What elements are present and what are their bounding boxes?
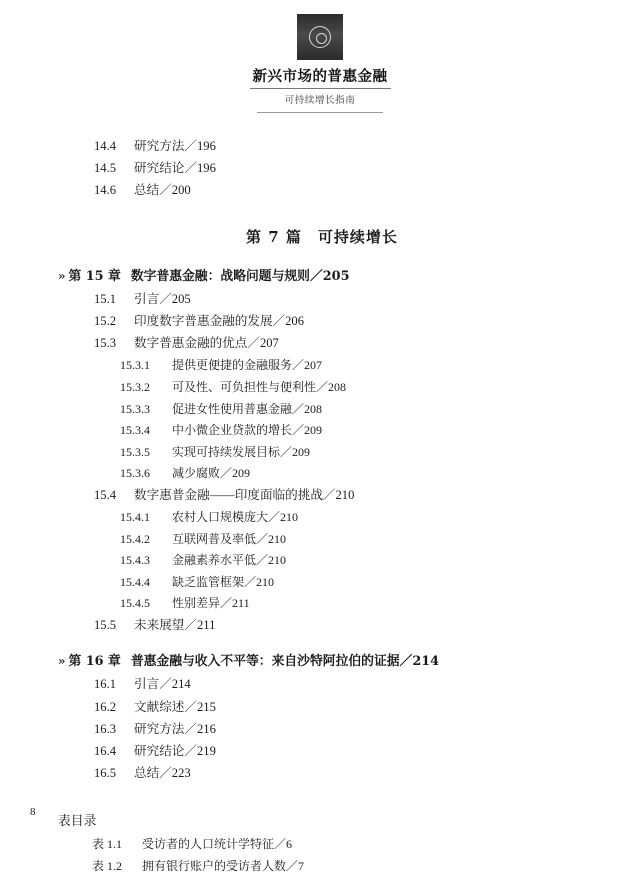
entry-page: 209 [304,423,323,438]
chapter-number: 第 15 章 [68,268,121,284]
entry-label: 文献综述 [134,699,185,714]
entry-number: 15.1 [94,291,117,306]
entry-page: 210 [280,510,299,525]
entry-page: 214 [171,677,191,692]
toc-entry[interactable] [120,511,568,524]
entry-label: 数字普惠金融的优点 [134,336,248,351]
entry-page: 206 [285,313,305,328]
entry-label: 可及性、可负担性与便利性 [172,379,317,394]
entry-number: 14.6 [94,183,117,198]
entry-page: 215 [196,699,216,714]
entry-number: 15.3.4 [120,423,150,438]
toc-entry[interactable] [120,381,568,394]
toc-entry[interactable] [120,403,568,416]
entry-separator: ／ [184,743,197,758]
entry-separator: ／ [274,837,287,852]
entry-label: 互联网普及率低 [172,531,257,546]
entry-label: 提供更便捷的金融服务 [172,358,293,373]
entry-label: 缺乏监管框架 [172,574,245,589]
toc-entry[interactable] [94,184,568,197]
entry-separator: ／ [256,531,269,546]
entry-label: 减少腐败 [172,466,221,481]
toc-entry[interactable] [94,678,568,691]
chapter-number: 第 16 章 [68,654,121,670]
entry-separator: ／ [184,139,197,153]
seal-emblem-icon [297,14,343,60]
entry-page: 200 [171,183,191,198]
entry-page: 211 [232,596,250,611]
entry-separator: ／ [247,336,260,351]
chapter-heading-15[interactable] [58,265,568,284]
entry-page: 205 [171,291,191,306]
entry-page: 211 [196,618,216,633]
toc-entry[interactable] [94,337,568,350]
entry-label: 数字惠普金融——印度面临的挑战 [134,487,323,502]
entry-label: 中小微企业贷款的增长 [172,423,293,438]
entry-separator: ／ [159,766,172,781]
page-header [0,0,640,113]
toc-entry[interactable] [94,701,568,714]
entry-number: 15.3.3 [120,401,150,416]
entry-label: 农村人口规模庞大 [172,510,269,525]
toc-entry[interactable] [120,576,568,589]
header-divider [257,112,383,113]
table-page: 6 [286,837,293,852]
chapter-page: 214 [412,654,440,670]
entry-label: 实现可持续发展目标 [172,444,281,459]
entry-number: 15.3.5 [120,444,150,459]
entry-label: 引言 [134,291,160,306]
entry-separator: ／ [220,466,233,481]
entry-number: 15.5 [94,618,117,633]
toc-entry[interactable] [120,446,568,459]
chapter-heading-16[interactable] [58,650,568,669]
entry-page: 210 [268,531,287,546]
book-title: 新兴市场的普惠金融 [250,65,391,89]
entry-page: 196 [196,161,216,176]
entry-number: 15.4.2 [120,531,150,546]
entry-number: 15.4.1 [120,510,150,525]
entry-label: 总结 [134,766,160,781]
entry-separator: ／ [292,423,305,438]
chapter-title: 普惠金融与收入不平等：来自沙特阿拉伯的证据 [130,654,400,670]
toc-entry[interactable] [120,424,568,437]
table-list-item[interactable] [92,860,568,873]
entry-label: 印度数字普惠金融的发展 [134,313,273,328]
page-number: 8 [30,806,36,818]
entry-page: 208 [328,379,347,394]
entry-separator: ／ [272,313,286,328]
chapter-title: 数字普惠金融：战略问题与规则 [130,268,310,284]
table-number: 表 1.2 [92,858,123,873]
entry-page: 196 [196,139,216,153]
toc-entry[interactable] [120,467,568,480]
entry-page: 223 [171,766,191,781]
entry-separator: ／ [159,183,172,198]
entry-page: 207 [304,358,323,373]
entry-separator: ／ [316,379,329,394]
part-heading: 第 7 篇 可持续增长 [246,227,398,246]
entry-page: 208 [304,401,323,416]
toc-entry[interactable] [94,140,568,153]
entry-label: 金融素养水平低 [172,553,257,568]
entry-separator: ／ [159,291,172,306]
entry-separator: ／ [184,721,197,736]
entry-number: 16.4 [94,743,117,758]
entry-label: 研究方法 [134,139,185,153]
entry-label: 引言 [134,677,160,692]
entry-number: 16.2 [94,699,117,714]
entry-label: 未来展望 [134,618,185,633]
entry-page: 207 [259,336,279,351]
entry-separator: ／ [159,677,172,692]
toc-entry[interactable] [94,315,568,328]
entry-page: 216 [196,721,216,736]
entry-separator: ／ [399,654,413,670]
entry-separator: ／ [309,268,323,284]
toc-entry[interactable] [94,162,568,175]
toc-entry[interactable] [94,745,568,758]
table-label: 拥有银行账户的受访者人数 [142,858,287,873]
toc-entry[interactable] [94,619,568,632]
book-subtitle: 可持续增长指南 [284,96,356,106]
toc-entry[interactable] [94,489,568,502]
entry-number: 15.4.3 [120,553,150,568]
toc-entry[interactable] [94,723,568,736]
entry-page: 209 [232,466,251,481]
entry-number: 15.2 [94,313,117,328]
entry-separator: ／ [292,358,305,373]
entry-number: 15.4.4 [120,574,150,589]
entry-page: 210 [256,574,275,589]
entry-number: 16.1 [94,677,117,692]
entry-label: 性别差异 [172,596,221,611]
entry-number: 15.3.1 [120,358,150,373]
entry-separator: ／ [184,161,197,176]
entry-separator: ／ [220,596,233,611]
toc-entry[interactable] [94,767,568,780]
entry-label: 研究方法 [134,721,185,736]
entry-number: 15.4 [94,487,117,502]
table-label: 受访者的人口统计学特征 [142,837,275,852]
table-page: 7 [298,858,305,873]
entry-number: 15.3.2 [120,379,150,394]
entry-separator: ／ [280,444,293,459]
entry-page: 210 [268,553,287,568]
entry-page: 219 [196,743,216,758]
chevron-right-icon: » [58,654,64,669]
entry-label: 研究结论 [134,743,185,758]
chevron-right-icon: » [58,268,64,283]
entry-label: 研究结论 [134,161,185,176]
entry-page: 210 [335,487,355,502]
chapter-page: 205 [322,268,350,284]
entry-number: 14.5 [94,161,117,176]
entry-number: 15.3.6 [120,466,150,481]
entry-page: 209 [292,444,311,459]
entry-separator: ／ [286,858,299,873]
entry-separator: ／ [292,401,305,416]
entry-label: 总结 [134,183,160,198]
entry-label: 促进女性使用普惠金融 [172,401,293,416]
toc-entry[interactable] [120,554,568,567]
entry-number: 14.4 [94,139,117,153]
table-list-item[interactable] [92,838,568,851]
toc-entry[interactable] [120,597,568,610]
entry-separator: ／ [244,574,257,589]
toc-content [0,113,640,873]
table-number: 表 1.1 [92,837,123,852]
entry-number: 16.3 [94,721,117,736]
entry-separator: ／ [322,487,336,502]
toc-entry[interactable] [120,533,568,546]
entry-number: 16.5 [94,766,117,781]
entry-separator: ／ [184,699,197,714]
toc-entry[interactable] [94,293,568,306]
entry-number: 15.3 [94,336,117,351]
entry-separator: ／ [268,510,281,525]
table-list-heading: 表目录 [58,814,97,829]
entry-separator: ／ [256,553,269,568]
entry-number: 15.4.5 [120,596,150,611]
entry-separator: ／ [184,618,197,633]
toc-entry[interactable] [120,359,568,372]
